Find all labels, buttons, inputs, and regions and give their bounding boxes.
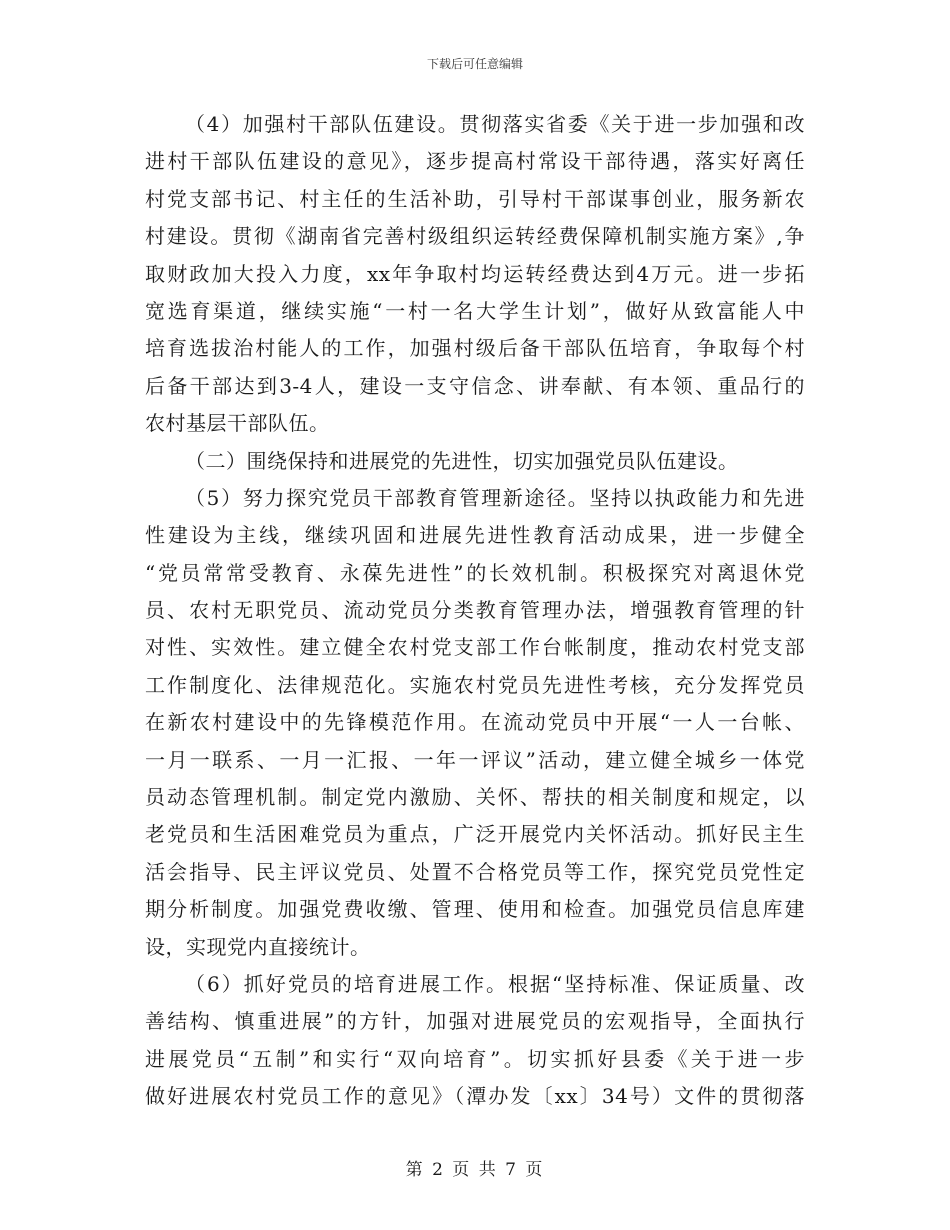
text-line: 活会指导、民主评议党员、处置不合格党员等工作，探究党员党性定 [145, 859, 805, 884]
text-line: 后备干部达到3-4人，建设一支守信念、讲奉献、有本领、重品行的 [145, 373, 805, 398]
text-line: 取财政加大投入力度，xx年争取村均运转经费达到4万元。进一步拓 [145, 261, 805, 286]
text-line: （二）围绕保持和进展党的先进性，切实加强党员队伍建设。 [185, 448, 739, 473]
text-line: 性建设为主线，继续巩固和进展先进性教育活动成果，进一步健全 [145, 523, 805, 548]
text-line: 善结构、慎重进展”的方针，加强对进展党员的宏观指导，全面执行 [145, 1009, 805, 1034]
document-body [145, 106, 805, 1116]
text-line: 培育选拔治村能人的工作，加强村级后备干部队伍培育，争取每个村 [145, 336, 805, 361]
text-line: 员动态管理机制。制定党内激励、关怀、帮扶的相关制度和规定，以 [145, 785, 805, 810]
text-line: 对性、实效性。建立健全农村党支部工作台帐制度，推动农村党支部 [145, 635, 805, 660]
text-line: 一月一联系、一月一汇报、一年一评议”活动，建立健全城乡一体党 [145, 747, 805, 772]
page-number-footer: 第 2 页 共 7 页 [405, 1160, 545, 1180]
text-line: 工作制度化、法律规范化。实施农村党员先进性考核，充分发挥党员 [145, 672, 805, 697]
text-line: 村建设。贯彻《湖南省完善村级组织运转经费保障机制实施方案》,争 [145, 224, 805, 249]
paragraph-party-member-development [145, 966, 805, 1116]
page-header: 下载后可任意编辑 [426, 57, 523, 71]
text-line: 宽选育渠道，继续实施“一村一名大学生计划”，做好从致富能人中 [145, 298, 805, 323]
text-line: （5）努力探究党员干部教育管理新途径。坚持以执政能力和先进 [185, 485, 805, 510]
text-line: （6）抓好党员的培育进展工作。根据“坚持标准、保证质量、改 [185, 971, 805, 996]
paragraph-village-cadres [145, 106, 805, 443]
text-line: 设，实现党内直接统计。 [145, 934, 371, 959]
text-line: “党员常常受教育、永葆先进性”的长效机制。积极探究对离退休党 [145, 560, 805, 585]
text-line: 做好进展农村党员工作的意见》（潭办发〔xx〕34号）文件的贯彻落 [145, 1084, 805, 1109]
text-line: 员、农村无职党员、流动党员分类教育管理办法，增强教育管理的针 [145, 598, 805, 623]
text-line: 农村基层干部队伍。 [145, 411, 330, 436]
paragraph-party-member-education [145, 480, 805, 966]
text-line: 老党员和生活困难党员为重点，广泛开展党内关怀活动。抓好民主生 [145, 822, 805, 847]
text-line: 在新农村建设中的先锋模范作用。在流动党员中开展“一人一台帐、 [145, 710, 805, 735]
text-line: （4）加强村干部队伍建设。贯彻落实省委《关于进一步加强和改 [185, 112, 805, 136]
text-line: 进村干部队伍建设的意见》，逐步提高村常设干部待遇，落实好离任 [145, 149, 805, 174]
text-line: 村党支部书记、村主任的生活补助，引导村干部谋事创业，服务新农 [145, 186, 805, 211]
text-line: 进展党员“五制”和实行“双向培育”。切实抓好县委《关于进一步 [145, 1046, 805, 1071]
text-line: 期分析制度。加强党费收缴、管理、使用和检查。加强党员信息库建 [145, 897, 805, 922]
section-heading [145, 443, 805, 480]
